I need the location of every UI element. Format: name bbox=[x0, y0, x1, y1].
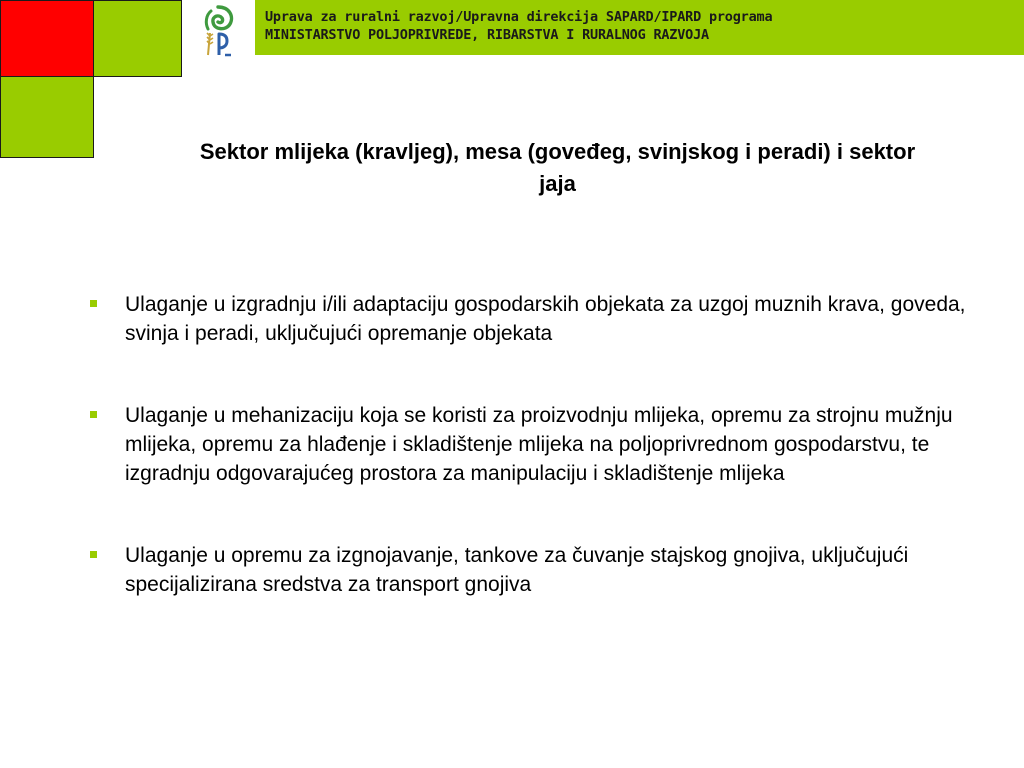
decor-square-red bbox=[0, 0, 94, 77]
decor-square-green-top bbox=[93, 0, 182, 77]
slide-title: Sektor mlijeka (kravljeg), mesa (goveđeg, svinjskog i peradi) i sektor jaja bbox=[199, 139, 916, 196]
bullet-list bbox=[88, 290, 978, 599]
bullet-item bbox=[88, 541, 978, 599]
bullet-square-icon bbox=[90, 411, 97, 418]
decor-square-green-bottom bbox=[0, 76, 94, 158]
bullet-text: Ulaganje u mehanizaciju koja se koristi za proizvodnju mlijeka, opremu za strojnu mužnju mlijeka, opremu za hlađenje i skladištenje mlijeka na poljoprivrednom gospodarstvu, te izgradnju odgovarajućeg prostora za manipulaciju i skladištenje mlijeka bbox=[125, 404, 953, 485]
bullet-square-icon bbox=[90, 551, 97, 558]
bullet-item bbox=[88, 401, 978, 488]
bullet-text: Ulaganje u izgradnju i/ili adaptaciju gospodarskih objekata za uzgoj muznih krava, goveda, svinja i peradi, uključujući opremanje objekata bbox=[125, 293, 966, 345]
header-agency-name: Uprava za ruralni razvoj/Upravna direkcija SAPARD/IPARD programa bbox=[265, 9, 773, 25]
bullet-text: Ulaganje u opremu za izgnojavanje, tankove za čuvanje stajskog gnojiva, uključujući specijalizirana sredstva za transport gnojiva bbox=[125, 544, 909, 596]
bullet-item bbox=[88, 290, 978, 348]
header-banner bbox=[255, 0, 1024, 55]
bullet-square-icon bbox=[90, 300, 97, 307]
ministry-logo-icon bbox=[197, 3, 239, 59]
header-ministry-name: MINISTARSTVO POLJOPRIVREDE, RIBARSTVA I RURALNOG RAZVOJA bbox=[265, 27, 709, 43]
